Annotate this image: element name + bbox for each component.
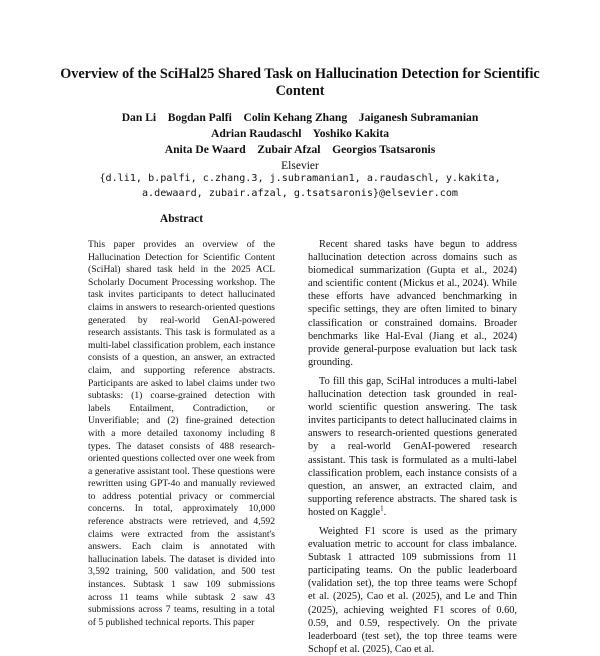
title-text: Overview of the SciHal25 Shared Task on Hallucination Detection for Scientific Content: [60, 66, 540, 99]
body-paragraph-text: To fill this gap, SciHal introduces a multi-label hallucination detection task grounded in real-world scientific question answering. The task invites participants to detect hallucinated claims in answers to research-oriented questions generated by a real-world GenAI-powered research assistant. This task is formulated as a multi-label classification problem, each instance consists of a question, an answer, an extracted claim, and supporting reference abstracts. The shared task is hosted on Kaggle: [308, 375, 517, 518]
author-line: Dan Li Bogdan Palfi Colin Kehang Zhang Jaiganesh Subramanian: [121, 111, 479, 124]
abstract-heading: Abstract: [159, 212, 204, 225]
email-line: {d.li1, b.palfi, c.zhang.3, j.subramanian1, a.raudaschl, y.kakita,: [99, 173, 501, 184]
author-line: Adrian Raudaschl Yoshiko Kakita: [210, 127, 390, 140]
body-paragraph: Recent shared tasks have begun to address hallucination detection across domains such as biomedical summarization (Gupta et al., 2024) and scientific content (Mickus et al., 2024). While these efforts have advanced benchmarking in specific settings, they are often limited to binary classification or constrained domains. Broader benchmarks like Hal-Eval (Jiang et al., 2024) provide general-purpose evaluation but lack task grounding.: [308, 239, 517, 368]
body-paragraph: To fill this gap, SciHal introduces a multi-label hallucination detection task grounded in real-world scientific question answering. The task invites participants to detect hallucinated claims in answers to research-oriented questions generated by a real-world GenAI-powered research assistant. This task is formulated as a multi-label classification problem, each instance consists of a question, an answer, an extracted claim, and supporting reference abstracts. The shared task is hosted on Kaggle$^1$.: [308, 375, 517, 518]
footnote-marker: 1: [380, 504, 384, 513]
abstract-text: This paper provides an overview of the Hallucination Detection for Scientific Content (SciHal) shared task held in the 2025 ACL Scholarly Document Processing workshop. The task invites participants to detect hallucinated claims in answers to research-oriented questions generated by real-world GenAI-powered research assistants. This task is formulated as a multi-label classification problem, each instance consists of a question, an answer, an extracted claim, and supporting reference abstracts. Participants are asked to label claims under two subtasks: (1) coarse-grained detection with labels Entailment, Contradiction, or Unverifiable; and (2) fine-grained detection with a more detailed taxonomy including 8 types. The dataset consists of 488 research-oriented questions collected over one week from a generative assistant tool. These questions were rewritten using GPT-4o and manually reviewed to address potential privacy or commercial concerns. In total, approximately 10,000 reference abstracts were retrieved, and 4,592 claims were extracted from the assistant's answers. Each claim is annotated with hallucination labels. The dataset is divided into 3,592 training, 500 validation, and 500 test instances. Subtask 1 saw 109 submissions across 11 teams while subtask 2 saw 43 submissions across 7 teams, resulting in a total of 5 published technical reports. This paper: [88, 239, 275, 628]
affiliation: Elsevier: [281, 160, 319, 172]
author-line: Anita De Waard Zubair Afzal Georgios Tsatsaronis: [164, 143, 436, 156]
email-line: a.dewaard, zubair.afzal, g.tsatsaronis}@elsevier.com: [141, 187, 458, 199]
body-paragraph: Weighted F1 score is used as the primary evaluation metric to account for class imbalance. Subtask 1 attracted 109 submissions from 11 participating teams. On the public leaderboard (validation set), the top three teams were Schopf et al. (2025), Cao et al. (2025), and Le and Thin (2025), achieving weighted F1 scores of 0.60, 0.59, and 0.59, respectively. On the private leaderboard (test set), the top three teams were Schopf et al. (2025), Cao et al.: [308, 525, 517, 655]
email-list: [40, 172, 560, 201]
body-column: [308, 238, 517, 656]
abstract-column: [88, 239, 275, 629]
author-list: [60, 110, 540, 158]
paper-title: [60, 66, 540, 100]
